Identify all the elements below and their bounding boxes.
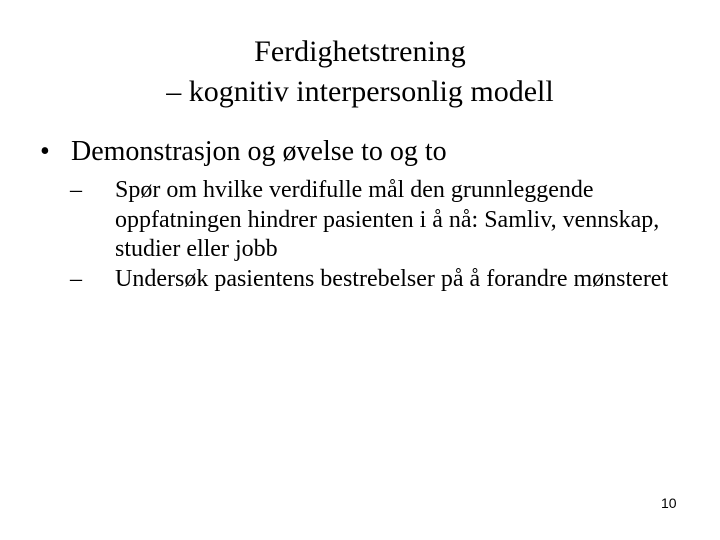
sub-bullet-item xyxy=(40,265,695,295)
sub-bullet-item xyxy=(40,176,695,265)
bullet-text: Demonstrasjon og øvelse to og to xyxy=(71,136,447,167)
sub-bullet-text: Spør om hvilke verdifulle mål den grunnleggende oppfatningen hindrer pasienten i å nå: Samliv, vennskap, studier eller jobb xyxy=(115,177,660,262)
bullet-dot-icon: • xyxy=(40,136,50,167)
title-line-1: Ferdighetstrening xyxy=(254,35,466,68)
dash-icon: – xyxy=(70,177,82,203)
bullet-list xyxy=(40,134,700,294)
dash-icon: – xyxy=(70,265,82,292)
title-line-2: – kognitiv interpersonlig modell xyxy=(166,75,554,108)
sub-bullet-list xyxy=(71,176,700,294)
bullet-item xyxy=(40,134,700,294)
sub-bullet-text: Undersøk pasientens bestrebelser på å forandre mønsteret xyxy=(115,265,669,292)
page-number: 10 xyxy=(661,495,677,511)
slide-title xyxy=(0,32,720,112)
